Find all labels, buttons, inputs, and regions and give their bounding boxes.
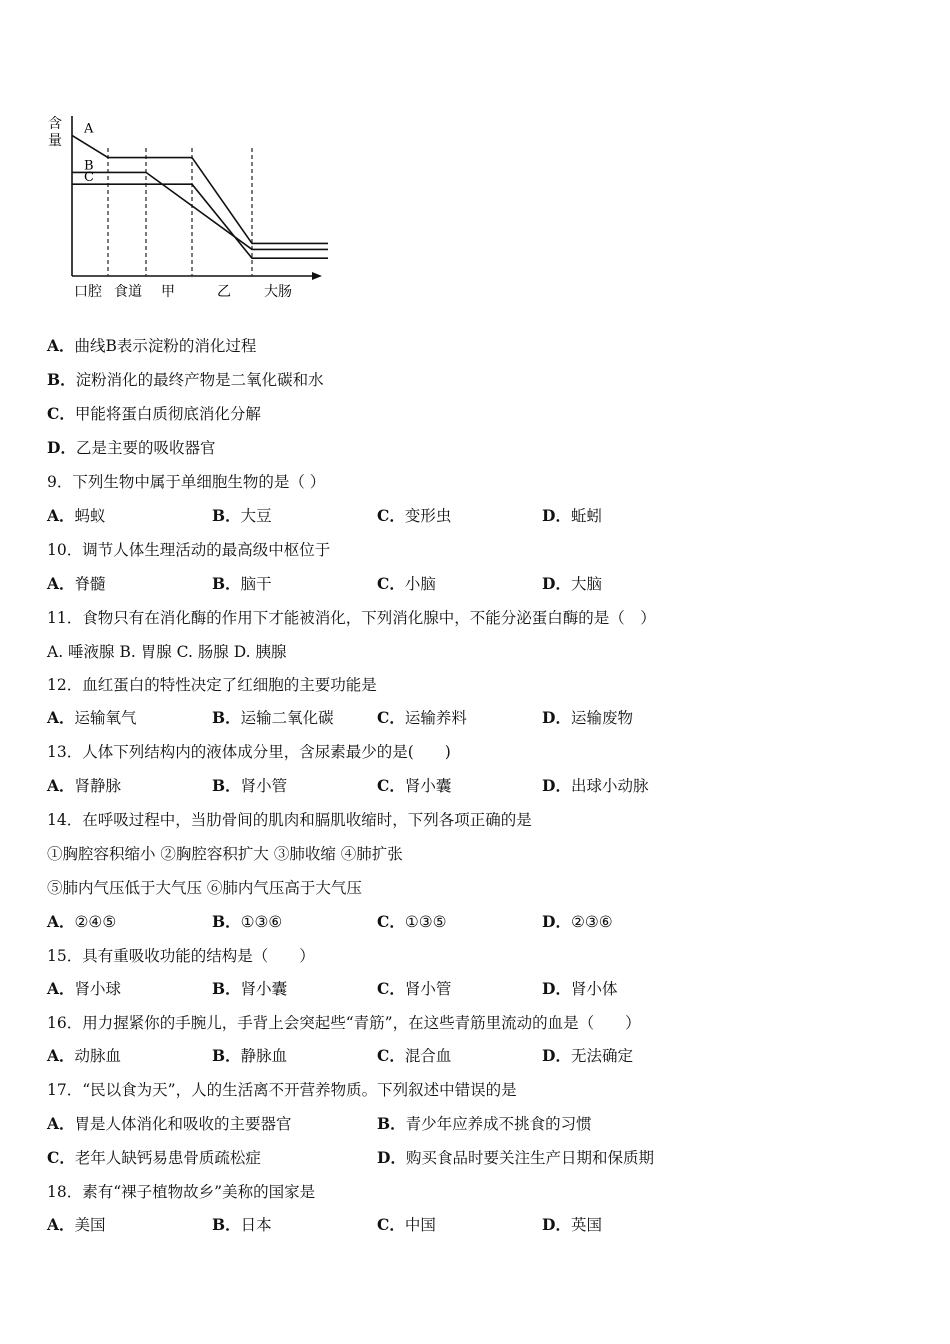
option-key: C． xyxy=(377,776,405,795)
option-key: C． xyxy=(377,574,405,593)
option-a xyxy=(47,912,116,932)
option-b xyxy=(212,1046,287,1066)
q12-stem: 12．血红蛋白的特性决定了红细胞的主要功能是 xyxy=(47,676,377,694)
option-text: 蚂蚁 xyxy=(74,507,106,525)
option-b xyxy=(212,708,334,728)
option-key: D． xyxy=(542,574,571,593)
option-text: 日本 xyxy=(240,1216,272,1234)
option-key: B． xyxy=(212,979,241,998)
option-key: B． xyxy=(212,776,241,795)
option-text: ①③⑥ xyxy=(240,913,283,931)
q8-option-c xyxy=(47,404,261,424)
x-tick-label: 食道 xyxy=(114,284,142,300)
digestion-chart xyxy=(40,108,340,308)
option-b xyxy=(212,506,272,526)
option-b xyxy=(212,912,282,932)
series-line-C xyxy=(72,184,328,258)
option-d xyxy=(542,912,613,932)
option-text: 青少年应养成不挑食的习惯 xyxy=(405,1115,592,1133)
q13-stem: 13．人体下列结构内的液体成分里，含尿素最少的是( ) xyxy=(47,743,451,761)
x-tick-label: 大肠 xyxy=(264,284,292,300)
option-b xyxy=(212,574,272,594)
option-text: 美国 xyxy=(74,1216,106,1234)
option-text: 蚯蚓 xyxy=(570,507,602,525)
option-c xyxy=(377,1046,451,1066)
q11-stem: 11．食物只有在消化酶的作用下才能被消化，下列消化腺中，不能分泌蛋白酶的是（ ） xyxy=(47,609,656,627)
option-d xyxy=(542,574,602,594)
option-text: 购买食品时要关注生产日期和保质期 xyxy=(405,1149,654,1167)
option-text: 肾小囊 xyxy=(404,777,452,795)
option-key: C． xyxy=(377,506,405,525)
option-key: B． xyxy=(47,370,76,389)
option-key: A． xyxy=(47,1046,75,1065)
option-text: 肾小囊 xyxy=(240,980,288,998)
option-key: D． xyxy=(542,1046,571,1065)
option-d xyxy=(377,1148,654,1168)
option-key: D． xyxy=(542,1215,571,1234)
option-text: 运输氧气 xyxy=(74,709,137,727)
x-tick-label: 甲 xyxy=(161,284,175,300)
option-key: C． xyxy=(47,1148,75,1167)
option-key: C． xyxy=(377,1046,405,1065)
option-key: D． xyxy=(542,708,571,727)
option-key: B． xyxy=(212,1046,241,1065)
q17-options-row2 xyxy=(47,1148,907,1168)
option-text: ②④⑤ xyxy=(74,913,117,931)
x-axis-arrow xyxy=(312,272,322,280)
q12-options xyxy=(47,708,907,728)
option-text: 出球小动脉 xyxy=(570,777,649,795)
option-b xyxy=(212,979,287,999)
option-key: C． xyxy=(377,979,405,998)
option-key: C． xyxy=(47,404,75,423)
option-key: D． xyxy=(47,438,76,457)
option-text: ①③⑤ xyxy=(404,913,447,931)
option-text: 肾小管 xyxy=(240,777,288,795)
option-key: A． xyxy=(47,1215,75,1234)
option-text: ②③⑥ xyxy=(570,913,613,931)
option-key: A． xyxy=(47,336,75,355)
option-key: B． xyxy=(212,506,241,525)
option-c xyxy=(47,1148,261,1168)
option-key: B． xyxy=(377,1114,406,1133)
digestion-chart-svg xyxy=(40,108,340,308)
option-text: 肾小球 xyxy=(74,980,122,998)
series-label-A: A xyxy=(84,121,94,137)
option-text: 脊髓 xyxy=(74,575,106,593)
option-text: 甲能将蛋白质彻底消化分解 xyxy=(74,405,261,423)
series-label-B: B xyxy=(84,158,94,174)
q16-stem: 16．用力握紧你的手腕儿，手背上会突起些“青筋”，在这些青筋里流动的血是（ ） xyxy=(47,1014,641,1032)
option-key: A． xyxy=(47,574,75,593)
q13-options xyxy=(47,776,907,796)
option-c xyxy=(377,776,451,796)
option-text: 运输养料 xyxy=(404,709,467,727)
option-a xyxy=(47,1046,121,1066)
q9-stem: 9．下列生物中属于单细胞生物的是（ ） xyxy=(47,473,326,491)
option-c xyxy=(377,574,436,594)
q11-options: A. 唾液腺 B. 胃腺 C. 肠腺 D. 胰腺 xyxy=(47,643,287,661)
option-text: 英国 xyxy=(570,1216,602,1234)
q14-statements-1: ①胸腔容积缩小 ②胸腔容积扩大 ③肺收缩 ④肺扩张 xyxy=(47,845,403,863)
q8-option-a xyxy=(47,336,256,356)
q8-option-d xyxy=(47,438,215,458)
option-a xyxy=(47,979,121,999)
option-key: D． xyxy=(542,979,571,998)
option-key: D． xyxy=(377,1148,406,1167)
option-key: A． xyxy=(47,506,75,525)
option-d xyxy=(542,708,633,728)
q14-statements-2: ⑤肺内气压低于大气压 ⑥肺内气压高于大气压 xyxy=(47,879,362,897)
option-text: 无法确定 xyxy=(570,1047,633,1065)
option-text: 老年人缺钙易患骨质疏松症 xyxy=(74,1149,261,1167)
option-c xyxy=(377,1215,436,1235)
x-tick-label: 口腔 xyxy=(74,284,102,300)
option-key: A． xyxy=(47,708,75,727)
series-label-C: C xyxy=(84,170,94,186)
option-text: 胃是人体消化和吸收的主要器官 xyxy=(74,1115,292,1133)
option-key: D． xyxy=(542,776,571,795)
option-text: 混合血 xyxy=(404,1047,452,1065)
option-text: 乙是主要的吸收器官 xyxy=(75,439,216,457)
option-d xyxy=(542,1046,633,1066)
option-a xyxy=(47,506,106,526)
option-d xyxy=(542,979,617,999)
option-text: 静脉血 xyxy=(240,1047,288,1065)
option-d xyxy=(542,1215,602,1235)
option-text: 变形虫 xyxy=(404,507,452,525)
option-key: D． xyxy=(542,912,571,931)
option-a xyxy=(47,776,121,796)
option-text: 运输废物 xyxy=(570,709,633,727)
q17-stem: 17．“民以食为天”，人的生活离不开营养物质。下列叙述中错误的是 xyxy=(47,1081,517,1099)
option-text: 曲线B表示淀粉的消化过程 xyxy=(74,337,257,355)
option-key: B． xyxy=(212,708,241,727)
option-text: 小脑 xyxy=(404,575,436,593)
option-key: C． xyxy=(377,1215,405,1234)
option-c xyxy=(377,979,451,999)
option-key: A． xyxy=(47,912,75,931)
q9-options xyxy=(47,506,907,526)
q14-options xyxy=(47,912,907,932)
q17-options-row1 xyxy=(47,1114,907,1134)
y-axis-label-1: 含 xyxy=(48,116,62,132)
option-a xyxy=(47,708,137,728)
option-key: B． xyxy=(212,1215,241,1234)
option-text: 大豆 xyxy=(240,507,272,525)
option-key: A． xyxy=(47,776,75,795)
option-b xyxy=(212,776,287,796)
option-d xyxy=(542,506,602,526)
q14-stem: 14．在呼吸过程中，当肋骨间的肌肉和膈肌收缩时，下列各项正确的是 xyxy=(47,811,532,829)
option-key: B． xyxy=(212,574,241,593)
x-tick-label: 乙 xyxy=(217,284,231,300)
option-b xyxy=(212,1215,272,1235)
option-key: A． xyxy=(47,979,75,998)
q16-options xyxy=(47,1046,907,1066)
series-line-A xyxy=(72,135,328,243)
q15-stem: 15．具有重吸收功能的结构是（ ） xyxy=(47,947,315,965)
option-text: 肾小管 xyxy=(404,980,452,998)
option-text: 大脑 xyxy=(570,575,602,593)
option-a xyxy=(47,1114,292,1134)
option-key: C． xyxy=(377,912,405,931)
option-text: 肾静脉 xyxy=(74,777,122,795)
option-d xyxy=(542,776,648,796)
option-text: 淀粉消化的最终产物是二氧化碳和水 xyxy=(75,371,324,389)
option-c xyxy=(377,708,467,728)
option-text: 动脉血 xyxy=(74,1047,122,1065)
option-c xyxy=(377,506,451,526)
option-key: D． xyxy=(542,506,571,525)
option-text: 中国 xyxy=(404,1216,436,1234)
option-text: 肾小体 xyxy=(570,980,618,998)
option-text: 脑干 xyxy=(240,575,272,593)
option-a xyxy=(47,574,106,594)
q18-stem: 18．素有“裸子植物故乡”美称的国家是 xyxy=(47,1183,316,1201)
option-c xyxy=(377,912,447,932)
option-key: A． xyxy=(47,1114,75,1133)
q10-stem: 10．调节人体生理活动的最高级中枢位于 xyxy=(47,541,331,559)
option-b xyxy=(377,1114,592,1134)
q15-options xyxy=(47,979,907,999)
option-key: C． xyxy=(377,708,405,727)
q8-option-b xyxy=(47,370,324,390)
option-text: 运输二氧化碳 xyxy=(240,709,334,727)
option-key: B． xyxy=(212,912,241,931)
q18-options xyxy=(47,1215,907,1235)
option-a xyxy=(47,1215,106,1235)
q10-options xyxy=(47,574,907,594)
y-axis-label-2: 量 xyxy=(48,133,62,149)
